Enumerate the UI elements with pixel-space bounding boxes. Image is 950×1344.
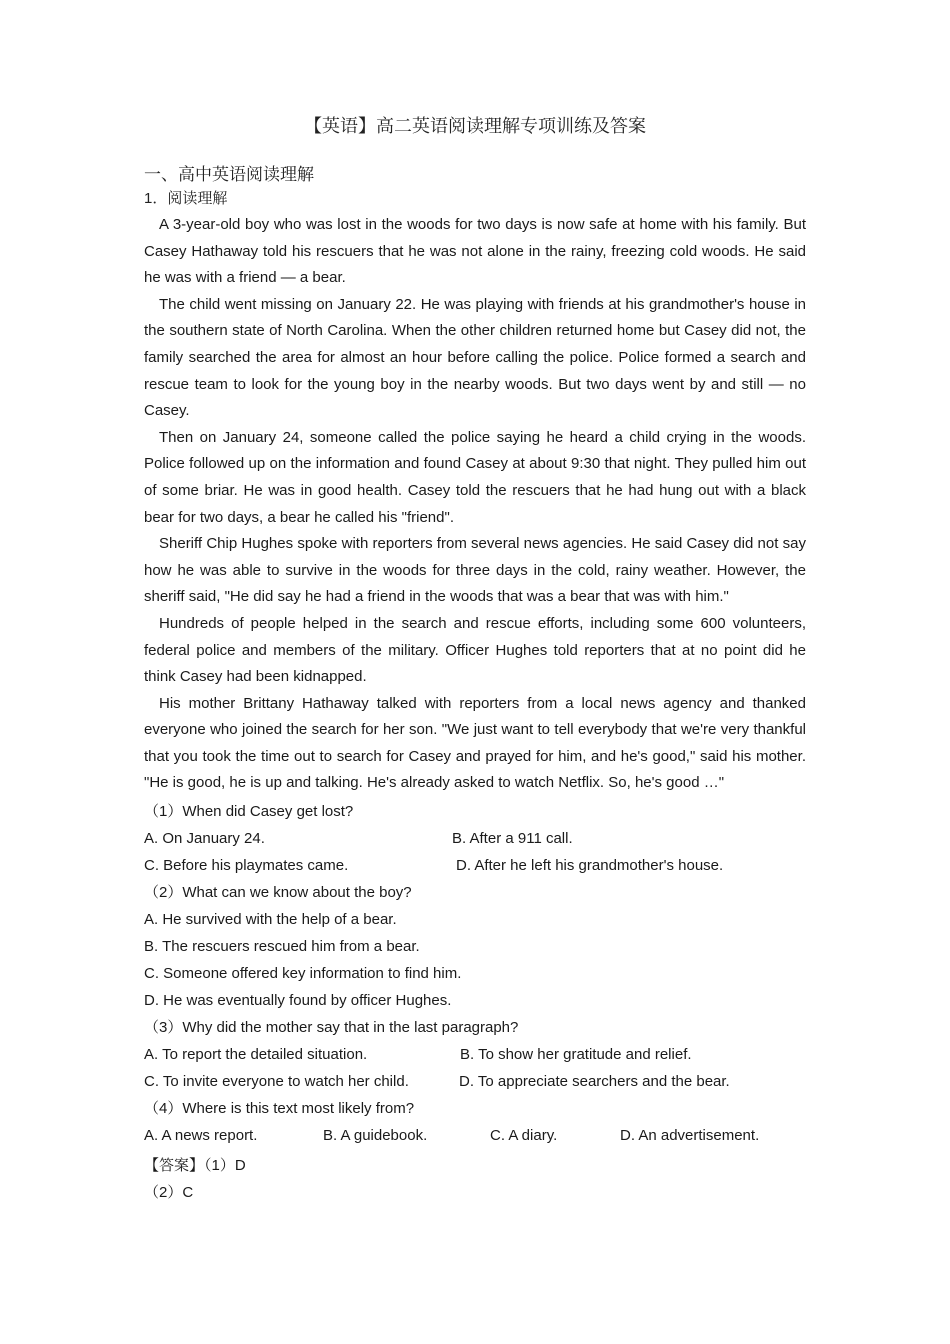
passage-paragraph: Then on January 24, someone called the police saying he heard a child crying in the woods. Police followed up on the information and found Casey at about 9:30 that night. They pulled him out of some briar. He was in good health. Casey told the rescuers that he had hung out with a black bear for two days, a bear he called his "friend". [144,428,806,526]
question-3-stem: （3）Why did the mother say that in the last paragraph? [144,1019,519,1036]
answer-section [144,1151,246,1207]
option-a: A. A news report. [144,1127,258,1144]
passage-paragraph: A 3-year-old boy who was lost in the woods for two days is now safe at home with his family. But Casey Hathaway told his rescuers that he was not alone in the rainy, freezing cold woods. He said he was with a friend — a bear. [144,216,806,287]
option-d: D. An advertisement. [620,1127,760,1144]
question-1-options-row-1 [144,825,806,852]
passage-paragraph: His mother Brittany Hathaway talked with reporters from a local news agency and thanked everyone who joined the search for her son. "We just want to tell everybody that we're very thankful that you took the time out to search for Casey and prayed for him, and he's good," said his mother. "He is good, he is up and talking. He's already asked to watch Netflix. So, he's good …" [144,694,806,792]
option-a: A. He survived with the help of a bear. [144,911,397,928]
answer-2: （2）C [144,1184,194,1201]
passage-paragraph: Sheriff Chip Hughes spoke with reporters from several news agencies. He said Casey did not say how he was able to survive in the woods for three days in the cold, rainy weather. However, the sheriff said, "He did say he had a friend in the woods that was a bear that was with him." [144,535,806,606]
option-c: C. To invite everyone to watch her child. [144,1073,409,1090]
answer-label: 【答案】 [144,1156,205,1174]
option-a: A. To report the detailed situation. [144,1046,368,1063]
option-b: B. A guidebook. [323,1127,428,1144]
option-b: B. To show her gratitude and relief. [460,1046,692,1063]
answer-line-1 [144,1151,246,1179]
passage-paragraph: The child went missing on January 22. He was playing with friends at his grandmother's house in the southern state of North Carolina. When the other children returned home but Casey did not, the family searched the area for almost an hour before calling the police. Police formed a search and rescue team to look for the young boy in the nearby woods. But two days went by and still — no Casey. [144,295,806,420]
item-number: 1．阅读理解 [144,190,228,207]
option-d: D. To appreciate searchers and the bear. [459,1073,730,1090]
question-3-options-row-1 [144,1041,806,1068]
option-a: A. On January 24. [144,830,265,847]
section-heading: 一、高中英语阅读理解 [144,165,314,185]
passage-paragraph: Hundreds of people helped in the search and rescue efforts, including some 600 volunteers, federal police and members of the military. Officer Hughes told reporters that at no point did he think Casey had been kidnapped. [144,614,806,686]
option-d: D. After he left his grandmother's house. [456,857,724,874]
question-list [144,798,806,1149]
question-4-stem: （4）Where is this text most likely from? [144,1100,415,1117]
question-3-options-row-2 [144,1068,806,1095]
option-b: B. After a 911 call. [452,830,573,847]
question-1-options-row-2 [144,852,806,879]
question-1-stem: （1）When did Casey get lost? [144,803,354,820]
option-b: B. The rescuers rescued him from a bear. [144,938,420,955]
question-2-stem: （2）What can we know about the boy? [144,884,412,901]
question-4-options-row [144,1122,806,1149]
option-d: D. He was eventually found by officer Hughes. [144,992,452,1009]
reading-passage [144,212,806,797]
option-c: C. Before his playmates came. [144,857,349,874]
document-title: 【英语】高二英语阅读理解专项训练及答案 [304,116,646,137]
option-c: C. A diary. [490,1127,558,1144]
option-c: C. Someone offered key information to find him. [144,965,462,982]
answer-1: （1）D [204,1157,246,1174]
